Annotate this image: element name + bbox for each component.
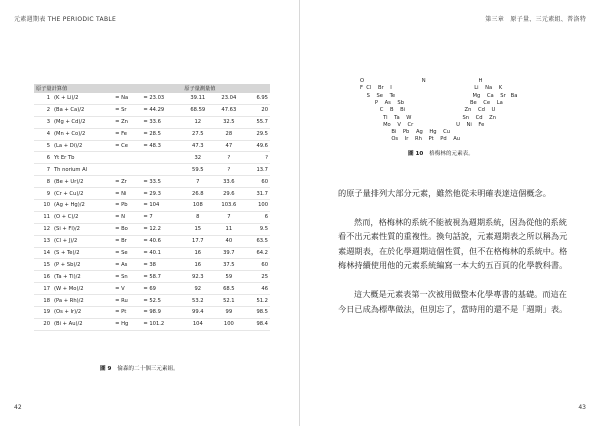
value-c: 63.5 xyxy=(244,235,270,247)
row-number: 11 xyxy=(34,211,52,223)
calc-value: = 48.3 xyxy=(141,140,182,152)
value-b: 99 xyxy=(213,307,244,319)
element: = Ce xyxy=(113,140,141,152)
row-number: 1 xyxy=(34,93,52,104)
formula: (Bi + Au)/2 xyxy=(52,318,113,330)
calc-header: 原子量計算值 xyxy=(34,84,182,93)
page-number-left: 42 xyxy=(14,404,22,411)
element: = As xyxy=(113,259,141,271)
value-b: 28 xyxy=(213,128,244,140)
figure-10-caption xyxy=(408,149,474,157)
value-a: 92 xyxy=(182,283,213,295)
table-row xyxy=(34,116,270,128)
table-row xyxy=(34,271,270,283)
value-a: 27.5 xyxy=(182,128,213,140)
value-a: 68.59 xyxy=(182,104,213,116)
element: = Sn xyxy=(113,271,141,283)
row-number: 7 xyxy=(34,164,52,176)
row-number: 6 xyxy=(34,152,52,164)
formula: (S + Te)/2 xyxy=(52,247,113,259)
element: = Ni xyxy=(113,188,141,200)
value-c: 55.7 xyxy=(244,116,270,128)
value-c: 100 xyxy=(244,200,270,212)
value-c: 6 xyxy=(244,211,270,223)
element-row: F Cl Br I Li Na K xyxy=(360,85,503,92)
table-row xyxy=(34,128,270,140)
element-row: Bi Pb Ag Hg Cu xyxy=(360,129,451,136)
table-row xyxy=(34,176,270,188)
value-c: 20 xyxy=(244,104,270,116)
formula: Th norium Al xyxy=(52,164,113,176)
table-row xyxy=(34,152,270,164)
figure-text: 倫森的二十個三元素組。 xyxy=(117,366,179,372)
value-b: 103.6 xyxy=(213,200,244,212)
table-row xyxy=(34,140,270,152)
formula: (Cl + J)/2 xyxy=(52,235,113,247)
formula: (Ba + Ca)/2 xyxy=(52,104,113,116)
formula: Yt Er Tb xyxy=(52,152,113,164)
value-c: 25 xyxy=(244,271,270,283)
element: = Hg xyxy=(113,318,141,330)
element-row: C B Bi Zn Cd U xyxy=(360,107,496,114)
row-number: 13 xyxy=(34,235,52,247)
calc-value: = 40.6 xyxy=(141,235,182,247)
formula: (Si + Fl)/2 xyxy=(52,223,113,235)
element-row: P As Sb Be Ce La xyxy=(360,99,503,106)
formula: (Cr + Cu)/2 xyxy=(52,188,113,200)
element: = Pt xyxy=(113,307,141,319)
formula: (Ag + Hg)/2 xyxy=(52,200,113,212)
value-c: 49.6 xyxy=(244,140,270,152)
element: = Ru xyxy=(113,295,141,307)
element-row: Mo V Cr U Ni Fe xyxy=(360,121,485,128)
value-c: 51.2 xyxy=(244,295,270,307)
value-b: 100 xyxy=(213,318,244,330)
triads-table xyxy=(34,84,270,331)
calc-value xyxy=(141,152,182,164)
calc-value: = 12.2 xyxy=(141,223,182,235)
table-row xyxy=(34,318,270,330)
element-row: Os Ir Rh Pt Pd Au xyxy=(360,136,461,143)
element-row: S Se Te Mg Ca Sr Ba xyxy=(360,92,518,99)
element: = Zr xyxy=(113,176,141,188)
calc-value: = 29.3 xyxy=(141,188,182,200)
calc-value: = 40.1 xyxy=(141,247,182,259)
value-a: 99.4 xyxy=(182,307,213,319)
value-a: 47.3 xyxy=(182,140,213,152)
row-number: 3 xyxy=(34,116,52,128)
page-number-right: 43 xyxy=(578,404,586,411)
row-number: 2 xyxy=(34,104,52,116)
value-c: 29.5 xyxy=(244,128,270,140)
value-b: 33.6 xyxy=(213,176,244,188)
paragraph: 然而，格梅林的系統不能被視為週期系統，因為從他的系統看不出元素性質的重複性。換句話說，元素週期表之所以稱為元素週期表，在於化學週期這個性質，但不在格梅林的系統中。格梅林持續使用他的元素系統編寫一本大約五百頁的化學教科書。 xyxy=(338,216,568,271)
value-b: 37.5 xyxy=(213,259,244,271)
value-c: 98.5 xyxy=(244,307,270,319)
value-c: 9.5 xyxy=(244,223,270,235)
value-a: 53.2 xyxy=(182,295,213,307)
value-a: 104 xyxy=(182,318,213,330)
element: = Na xyxy=(113,93,141,104)
running-header-left: 元素週期表 THE PERIODIC TABLE xyxy=(14,16,117,23)
calc-value: = 69 xyxy=(141,283,182,295)
table-row xyxy=(34,307,270,319)
value-c: 31.7 xyxy=(244,188,270,200)
element: = Bo xyxy=(113,223,141,235)
value-b: 39.7 xyxy=(213,247,244,259)
table-row xyxy=(34,211,270,223)
value-b: ? xyxy=(213,164,244,176)
value-c: 60 xyxy=(244,259,270,271)
figure-label: 圖 10 xyxy=(408,151,424,157)
formula: (Ta + Ti)/2 xyxy=(52,271,113,283)
table-row xyxy=(34,104,270,116)
calc-value: = 38 xyxy=(141,259,182,271)
gutter xyxy=(299,0,300,426)
value-c: ? xyxy=(244,152,270,164)
formula: (Mg + Cd)/2 xyxy=(52,116,113,128)
table-row xyxy=(34,188,270,200)
formula: (K + Li)/2 xyxy=(52,93,113,104)
calc-value: = 33.5 xyxy=(141,176,182,188)
paragraph: 這大概是元素表第一次被用做整本化學專書的基礎。而這在今日已成為標準做法，但別忘了，當時用的還不是「週期」表。 xyxy=(338,288,568,314)
value-b: 52.1 xyxy=(213,295,244,307)
row-number: 4 xyxy=(34,128,52,140)
figure-text: 格梅林的元素表。 xyxy=(429,151,474,157)
table-header-row xyxy=(34,84,270,93)
value-a: 39.11 xyxy=(182,93,213,104)
table-body xyxy=(34,93,270,330)
calc-value: = 58.7 xyxy=(141,271,182,283)
element: = Sr xyxy=(113,104,141,116)
element xyxy=(113,152,141,164)
value-b: 47 xyxy=(213,140,244,152)
table-row xyxy=(34,247,270,259)
formula: (Be + Ur)/2 xyxy=(52,176,113,188)
gmelin-element-table xyxy=(360,78,560,144)
value-a: 15 xyxy=(182,223,213,235)
value-c: 13.7 xyxy=(244,164,270,176)
formula: (O + C)/2 xyxy=(52,211,113,223)
value-b: 68.5 xyxy=(213,283,244,295)
value-c: 6.95 xyxy=(244,93,270,104)
row-number: 12 xyxy=(34,223,52,235)
value-b: 23.04 xyxy=(213,93,244,104)
table-row xyxy=(34,295,270,307)
value-b: 11 xyxy=(213,223,244,235)
calc-value: = 104 xyxy=(141,200,182,212)
value-a: 26.8 xyxy=(182,188,213,200)
value-b: 29.6 xyxy=(213,188,244,200)
row-number: 18 xyxy=(34,295,52,307)
value-b: 40 xyxy=(213,235,244,247)
formula: (Os + Ir)/2 xyxy=(52,307,113,319)
table-row xyxy=(34,200,270,212)
element xyxy=(113,164,141,176)
calc-value: = 7 xyxy=(141,211,182,223)
calc-value: = 33.6 xyxy=(141,116,182,128)
row-number: 9 xyxy=(34,188,52,200)
calc-value: = 98.9 xyxy=(141,307,182,319)
formula: (P + Sb)/2 xyxy=(52,259,113,271)
calc-value: = 28.5 xyxy=(141,128,182,140)
element: = Pb xyxy=(113,200,141,212)
element-row: O N H xyxy=(360,78,483,84)
table-row xyxy=(34,93,270,104)
formula: (Pa + Rh)/2 xyxy=(52,295,113,307)
element: = Br xyxy=(113,235,141,247)
formula: (La + Di)/2 xyxy=(52,140,113,152)
value-a: 92.3 xyxy=(182,271,213,283)
table-row xyxy=(34,223,270,235)
value-a: 17.7 xyxy=(182,235,213,247)
value-a: 16 xyxy=(182,259,213,271)
table-row xyxy=(34,283,270,295)
value-a: 8 xyxy=(182,211,213,223)
paragraph: 的原子量排列大部分元素，雖然他從未明確表達這個概念。 xyxy=(338,188,551,198)
value-c: 60 xyxy=(244,176,270,188)
value-c: 64.2 xyxy=(244,247,270,259)
calc-value: = 23.03 xyxy=(141,93,182,104)
value-a: 108 xyxy=(182,200,213,212)
body-text xyxy=(338,186,568,330)
value-c: 46 xyxy=(244,283,270,295)
table-row xyxy=(34,235,270,247)
calc-value: = 44.29 xyxy=(141,104,182,116)
row-number: 19 xyxy=(34,307,52,319)
formula: (W + Mo)/2 xyxy=(52,283,113,295)
calc-value: = 101.2 xyxy=(141,318,182,330)
value-a: 16 xyxy=(182,247,213,259)
measured-header: 原子量測量值 xyxy=(182,84,270,93)
value-a: 59.5 xyxy=(182,164,213,176)
value-a: 7 xyxy=(182,176,213,188)
element: = V xyxy=(113,283,141,295)
element: = Fe xyxy=(113,128,141,140)
row-number: 20 xyxy=(34,318,52,330)
value-b: 59 xyxy=(213,271,244,283)
table-row xyxy=(34,164,270,176)
value-b: ? xyxy=(213,152,244,164)
element: = Zn xyxy=(113,116,141,128)
calc-value xyxy=(141,164,182,176)
value-b: 47.63 xyxy=(213,104,244,116)
table-row xyxy=(34,259,270,271)
row-number: 16 xyxy=(34,271,52,283)
row-number: 15 xyxy=(34,259,52,271)
element: = Se xyxy=(113,247,141,259)
row-number: 10 xyxy=(34,200,52,212)
figure-label: 圖 9 xyxy=(100,366,112,372)
row-number: 5 xyxy=(34,140,52,152)
value-a: 32 xyxy=(182,152,213,164)
value-b: 7 xyxy=(213,211,244,223)
figure-9-caption xyxy=(100,364,179,372)
value-b: 32.5 xyxy=(213,116,244,128)
formula: (Mn + Co)/2 xyxy=(52,128,113,140)
element-row: Ti Ta W Sn Cd Zn xyxy=(360,114,496,121)
row-number: 8 xyxy=(34,176,52,188)
element: = N xyxy=(113,211,141,223)
value-a: 12 xyxy=(182,116,213,128)
row-number: 14 xyxy=(34,247,52,259)
value-c: 98.4 xyxy=(244,318,270,330)
calc-value: = 52.5 xyxy=(141,295,182,307)
running-header-right: 第三章 原子量、三元素組、普洛特 xyxy=(485,16,586,23)
row-number: 17 xyxy=(34,283,52,295)
